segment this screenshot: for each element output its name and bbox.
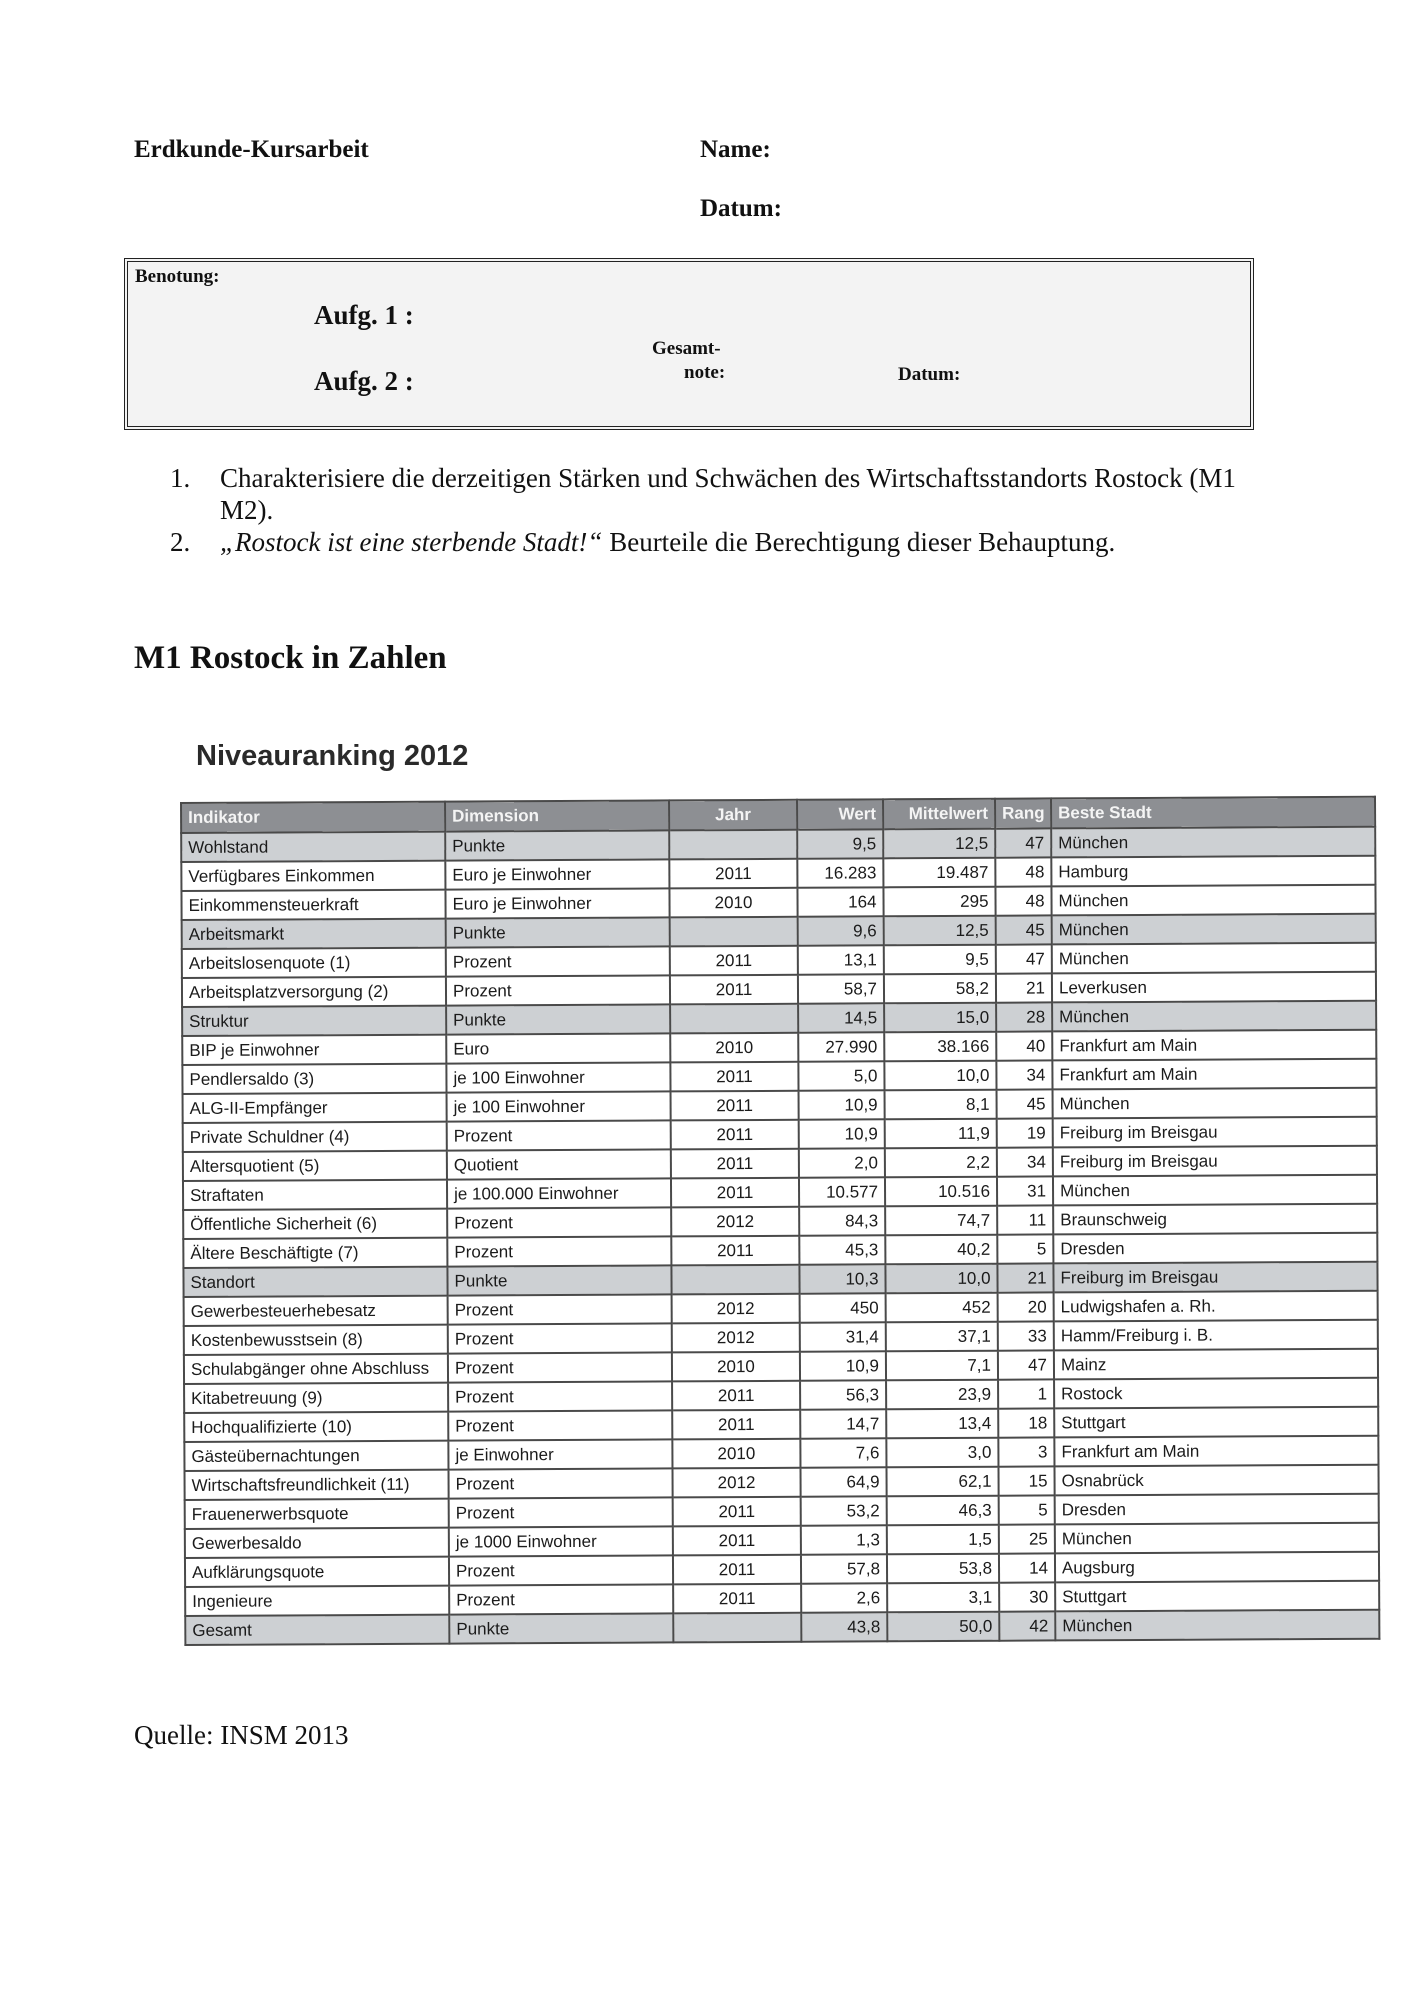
cell-indikator: Altersquotient (5) <box>183 1151 447 1181</box>
cell-dimension: je 1000 Einwohner <box>449 1526 673 1556</box>
cell-wert: 2,6 <box>801 1583 887 1612</box>
cell-indikator: Hochqualifizierte (10) <box>184 1412 448 1442</box>
cell-jahr: 2010 <box>669 888 797 918</box>
cell-mittelwert: 3,0 <box>886 1438 998 1468</box>
cell-mittelwert: 3,1 <box>887 1583 999 1613</box>
cell-beste-stadt: München <box>1055 1523 1379 1554</box>
cell-mittelwert: 50,0 <box>887 1612 999 1642</box>
column-header-mittelwert: Mittelwert <box>883 799 995 830</box>
cell-beste-stadt: München <box>1055 1610 1379 1641</box>
cell-jahr: 2010 <box>670 1033 798 1063</box>
cell-jahr: 2010 <box>672 1439 800 1469</box>
cell-mittelwert: 452 <box>886 1293 998 1323</box>
cell-beste-stadt: Mainz <box>1054 1349 1378 1380</box>
cell-dimension: Punkte <box>449 1613 673 1643</box>
task-item <box>170 462 1280 526</box>
task2-score-label: Aufg. 2 : <box>314 366 414 396</box>
cell-wert: 57,8 <box>801 1554 887 1583</box>
cell-mittelwert: 10.516 <box>885 1177 997 1207</box>
cell-jahr: 2011 <box>670 975 798 1005</box>
cell-beste-stadt: Augsburg <box>1055 1552 1379 1583</box>
task-item <box>170 526 1280 558</box>
cell-rang: 33 <box>998 1321 1054 1350</box>
section-title: M1 Rostock in Zahlen <box>134 640 447 676</box>
cell-jahr: 2011 <box>671 1149 799 1179</box>
category-row <box>185 1610 1379 1645</box>
cell-dimension: je 100 Einwohner <box>446 1062 670 1092</box>
cell-dimension: Punkte <box>447 1265 671 1295</box>
cell-dimension: Prozent <box>448 1468 672 1498</box>
course-title: Erdkunde-Kursarbeit <box>134 136 369 163</box>
cell-wert: 7,6 <box>800 1438 886 1467</box>
cell-rang: 28 <box>996 1002 1052 1031</box>
cell-wert: 164 <box>797 887 883 916</box>
cell-wert: 31,4 <box>800 1322 886 1351</box>
column-header-rang: Rang <box>995 798 1051 828</box>
cell-wert: 14,7 <box>800 1409 886 1438</box>
cell-jahr: 2011 <box>673 1555 801 1585</box>
ranking-body <box>181 827 1379 1645</box>
cell-mittelwert: 10,0 <box>885 1264 997 1294</box>
column-header-dimension: Dimension <box>445 800 669 831</box>
cell-wert: 43,8 <box>801 1612 887 1641</box>
cell-dimension: Prozent <box>448 1410 672 1440</box>
column-header-beste-stadt: Beste Stadt <box>1051 797 1375 829</box>
cell-indikator: Straftaten <box>183 1180 447 1210</box>
cell-mittelwert: 19.487 <box>883 858 995 888</box>
cell-indikator: Gewerbesteuerhebesatz <box>184 1296 448 1326</box>
cell-rang: 20 <box>998 1292 1054 1321</box>
grading-box <box>124 258 1254 430</box>
total-grade-label-line1: Gesamt- <box>652 338 721 359</box>
cell-jahr: 2011 <box>673 1526 801 1556</box>
cell-rang: 5 <box>999 1495 1055 1524</box>
cell-rang: 31 <box>997 1176 1053 1205</box>
task1-score-label: Aufg. 1 : <box>314 300 414 330</box>
cell-rang: 47 <box>995 828 1051 857</box>
cell-wert: 10.577 <box>799 1177 885 1206</box>
cell-beste-stadt: München <box>1051 827 1375 858</box>
cell-beste-stadt: Frankfurt am Main <box>1052 1059 1376 1090</box>
cell-dimension: Prozent <box>447 1120 671 1150</box>
cell-beste-stadt: Hamburg <box>1051 856 1375 887</box>
cell-jahr <box>671 1265 799 1295</box>
cell-indikator: Standort <box>183 1267 447 1297</box>
cell-mittelwert: 74,7 <box>885 1206 997 1236</box>
cell-dimension: Euro je Einwohner <box>445 888 669 918</box>
cell-wert: 10,9 <box>799 1119 885 1148</box>
cell-dimension: Euro <box>446 1033 670 1063</box>
task-text: Beurteile die Berechtigung dieser Behauptung. <box>602 527 1116 557</box>
cell-rang: 48 <box>995 857 1051 886</box>
cell-mittelwert: 40,2 <box>885 1235 997 1265</box>
cell-jahr <box>669 830 797 860</box>
cell-wert: 5,0 <box>798 1061 884 1090</box>
cell-rang: 30 <box>999 1582 1055 1611</box>
cell-mittelwert: 1,5 <box>887 1525 999 1555</box>
cell-indikator: Gästeübernachtungen <box>184 1441 448 1471</box>
cell-dimension: Prozent <box>448 1381 672 1411</box>
cell-beste-stadt: Frankfurt am Main <box>1054 1436 1378 1467</box>
cell-mittelwert: 58,2 <box>884 974 996 1004</box>
task-number: 2. <box>170 527 191 557</box>
cell-mittelwert: 37,1 <box>886 1322 998 1352</box>
cell-rang: 18 <box>998 1408 1054 1437</box>
cell-dimension: je 100 Einwohner <box>447 1091 671 1121</box>
cell-indikator: Verfügbares Einkommen <box>181 861 445 891</box>
cell-indikator: ALG-II-Empfänger <box>183 1093 447 1123</box>
cell-wert: 450 <box>800 1293 886 1322</box>
cell-indikator: Arbeitsmarkt <box>182 919 446 949</box>
cell-indikator: Wirtschaftsfreundlichkeit (11) <box>185 1470 449 1500</box>
cell-wert: 27.990 <box>798 1032 884 1061</box>
cell-indikator: Frauenerwerbsquote <box>185 1499 449 1529</box>
cell-jahr: 2012 <box>672 1294 800 1324</box>
cell-beste-stadt: Stuttgart <box>1054 1407 1378 1438</box>
cell-rang: 48 <box>995 886 1051 915</box>
cell-dimension: Euro je Einwohner <box>445 859 669 889</box>
cell-indikator: Aufklärungsquote <box>185 1557 449 1587</box>
cell-jahr: 2011 <box>672 1410 800 1440</box>
cell-beste-stadt: Stuttgart <box>1055 1581 1379 1612</box>
cell-beste-stadt: Dresden <box>1055 1494 1379 1525</box>
cell-mittelwert: 13,4 <box>886 1409 998 1439</box>
cell-beste-stadt: München <box>1053 1088 1377 1119</box>
task-quote: „Rostock ist eine sterbende Stadt!“ <box>220 527 603 557</box>
cell-wert: 9,6 <box>798 916 884 945</box>
task-list <box>170 462 1280 558</box>
cell-mittelwert: 62,1 <box>886 1467 998 1497</box>
cell-indikator: Gesamt <box>185 1615 449 1645</box>
cell-jahr: 2011 <box>671 1120 799 1150</box>
cell-rang: 42 <box>999 1611 1055 1640</box>
cell-mittelwert: 38.166 <box>884 1032 996 1062</box>
cell-wert: 64,9 <box>800 1467 886 1496</box>
cell-dimension: Prozent <box>448 1294 672 1324</box>
grading-label: Benotung: <box>135 266 220 287</box>
cell-beste-stadt: München <box>1053 1175 1377 1206</box>
cell-beste-stadt: Dresden <box>1053 1233 1377 1264</box>
cell-mittelwert: 7,1 <box>886 1351 998 1381</box>
cell-beste-stadt: Freiburg im Breisgau <box>1053 1117 1377 1148</box>
cell-wert: 16.283 <box>797 858 883 887</box>
cell-beste-stadt: München <box>1052 943 1376 974</box>
cell-beste-stadt: Hamm/Freiburg i. B. <box>1054 1320 1378 1351</box>
cell-mittelwert: 11,9 <box>885 1119 997 1149</box>
name-label: Name: <box>700 136 771 163</box>
cell-jahr: 2011 <box>671 1178 799 1208</box>
cell-dimension: je 100.000 Einwohner <box>447 1178 671 1208</box>
cell-wert: 45,3 <box>799 1235 885 1264</box>
cell-jahr: 2012 <box>672 1323 800 1353</box>
ranking-table <box>180 796 1380 1646</box>
cell-indikator: Struktur <box>182 1006 446 1036</box>
cell-wert: 2,0 <box>799 1148 885 1177</box>
cell-dimension: Prozent <box>446 946 670 976</box>
cell-rang: 21 <box>996 973 1052 1002</box>
cell-rang: 19 <box>997 1118 1053 1147</box>
cell-rang: 21 <box>997 1263 1053 1292</box>
cell-wert: 84,3 <box>799 1206 885 1235</box>
cell-jahr: 2011 <box>673 1584 801 1614</box>
cell-indikator: Arbeitslosenquote (1) <box>182 948 446 978</box>
cell-dimension: Prozent <box>448 1323 672 1353</box>
date-label: Datum: <box>700 195 782 222</box>
cell-dimension: Quotient <box>447 1149 671 1179</box>
cell-mittelwert: 12,5 <box>884 916 996 946</box>
cell-rang: 40 <box>996 1031 1052 1060</box>
cell-beste-stadt: Ludwigshafen a. Rh. <box>1054 1291 1378 1322</box>
cell-rang: 34 <box>996 1060 1052 1089</box>
cell-rang: 1 <box>998 1379 1054 1408</box>
cell-indikator: Private Schuldner (4) <box>183 1122 447 1152</box>
cell-beste-stadt: Braunschweig <box>1053 1204 1377 1235</box>
cell-beste-stadt: Leverkusen <box>1052 972 1376 1003</box>
cell-jahr: 2012 <box>672 1468 800 1498</box>
cell-dimension: Prozent <box>449 1584 673 1614</box>
cell-rang: 47 <box>998 1350 1054 1379</box>
cell-dimension: Prozent <box>447 1236 671 1266</box>
cell-dimension: je Einwohner <box>448 1439 672 1469</box>
cell-mittelwert: 2,2 <box>885 1148 997 1178</box>
cell-jahr: 2012 <box>671 1207 799 1237</box>
cell-wert: 13,1 <box>798 945 884 974</box>
cell-rang: 3 <box>998 1437 1054 1466</box>
cell-rang: 45 <box>996 915 1052 944</box>
task-number: 1. <box>170 463 191 493</box>
cell-rang: 47 <box>996 944 1052 973</box>
cell-beste-stadt: München <box>1052 914 1376 945</box>
cell-indikator: Ingenieure <box>185 1586 449 1616</box>
ranking-title: Niveauranking 2012 <box>196 740 469 772</box>
cell-mittelwert: 10,0 <box>884 1061 996 1091</box>
cell-beste-stadt: Osnabrück <box>1054 1465 1378 1496</box>
cell-rang: 25 <box>999 1524 1055 1553</box>
grading-date-label: Datum: <box>898 364 961 385</box>
cell-jahr: 2010 <box>672 1352 800 1382</box>
cell-mittelwert: 8,1 <box>885 1090 997 1120</box>
cell-beste-stadt: Freiburg im Breisgau <box>1053 1146 1377 1177</box>
cell-indikator: Arbeitsplatzversorgung (2) <box>182 977 446 1007</box>
cell-rang: 45 <box>997 1089 1053 1118</box>
cell-jahr <box>670 1004 798 1034</box>
cell-jahr <box>673 1613 801 1643</box>
cell-dimension: Punkte <box>446 917 670 947</box>
cell-wert: 56,3 <box>800 1380 886 1409</box>
cell-jahr <box>670 917 798 947</box>
column-header-jahr: Jahr <box>669 800 797 831</box>
cell-indikator: Ältere Beschäftigte (7) <box>183 1238 447 1268</box>
cell-jahr: 2011 <box>670 1062 798 1092</box>
cell-wert: 10,9 <box>800 1351 886 1380</box>
task-text: Charakterisiere die derzeitigen Stärken und Schwächen des Wirtschaftsstandorts Rostock (M1 M2). <box>220 463 1236 525</box>
cell-wert: 1,3 <box>801 1525 887 1554</box>
source-note: Quelle: INSM 2013 <box>134 1720 349 1750</box>
cell-mittelwert: 53,8 <box>887 1554 999 1584</box>
cell-indikator: Pendlersaldo (3) <box>182 1064 446 1094</box>
cell-jahr: 2011 <box>671 1091 799 1121</box>
cell-mittelwert: 12,5 <box>883 829 995 859</box>
cell-jahr: 2011 <box>671 1236 799 1266</box>
cell-mittelwert: 295 <box>883 887 995 917</box>
cell-wert: 9,5 <box>797 829 883 858</box>
cell-mittelwert: 15,0 <box>884 1003 996 1033</box>
cell-indikator: Öffentliche Sicherheit (6) <box>183 1209 447 1239</box>
cell-dimension: Prozent <box>448 1352 672 1382</box>
cell-indikator: BIP je Einwohner <box>182 1035 446 1065</box>
cell-beste-stadt: Frankfurt am Main <box>1052 1030 1376 1061</box>
cell-wert: 53,2 <box>801 1496 887 1525</box>
cell-wert: 10,9 <box>799 1090 885 1119</box>
cell-mittelwert: 9,5 <box>884 945 996 975</box>
cell-jahr: 2011 <box>673 1497 801 1527</box>
cell-wert: 14,5 <box>798 1003 884 1032</box>
cell-rang: 34 <box>997 1147 1053 1176</box>
cell-dimension: Prozent <box>449 1497 673 1527</box>
cell-indikator: Wohlstand <box>181 832 445 862</box>
cell-indikator: Kostenbewusstsein (8) <box>184 1325 448 1355</box>
cell-jahr: 2011 <box>672 1381 800 1411</box>
cell-dimension: Prozent <box>447 1207 671 1237</box>
cell-rang: 14 <box>999 1553 1055 1582</box>
cell-beste-stadt: Rostock <box>1054 1378 1378 1409</box>
column-header-wert: Wert <box>797 799 883 829</box>
column-header-indikator: Indikator <box>181 802 445 833</box>
cell-jahr: 2011 <box>670 946 798 976</box>
cell-dimension: Prozent <box>446 975 670 1005</box>
cell-indikator: Einkommensteuerkraft <box>181 890 445 920</box>
cell-jahr: 2011 <box>669 859 797 889</box>
cell-beste-stadt: München <box>1051 885 1375 916</box>
cell-dimension: Punkte <box>445 830 669 860</box>
cell-rang: 11 <box>997 1205 1053 1234</box>
cell-indikator: Schulabgänger ohne Abschluss <box>184 1354 448 1384</box>
cell-rang: 15 <box>998 1466 1054 1495</box>
cell-indikator: Kitabetreuung (9) <box>184 1383 448 1413</box>
cell-wert: 58,7 <box>798 974 884 1003</box>
cell-beste-stadt: Freiburg im Breisgau <box>1053 1262 1377 1293</box>
cell-indikator: Gewerbesaldo <box>185 1528 449 1558</box>
cell-mittelwert: 23,9 <box>886 1380 998 1410</box>
cell-dimension: Punkte <box>446 1004 670 1034</box>
cell-rang: 5 <box>997 1234 1053 1263</box>
cell-mittelwert: 46,3 <box>887 1496 999 1526</box>
cell-wert: 10,3 <box>799 1264 885 1293</box>
cell-beste-stadt: München <box>1052 1001 1376 1032</box>
total-grade-label-line2: note: <box>684 362 726 383</box>
cell-dimension: Prozent <box>449 1555 673 1585</box>
